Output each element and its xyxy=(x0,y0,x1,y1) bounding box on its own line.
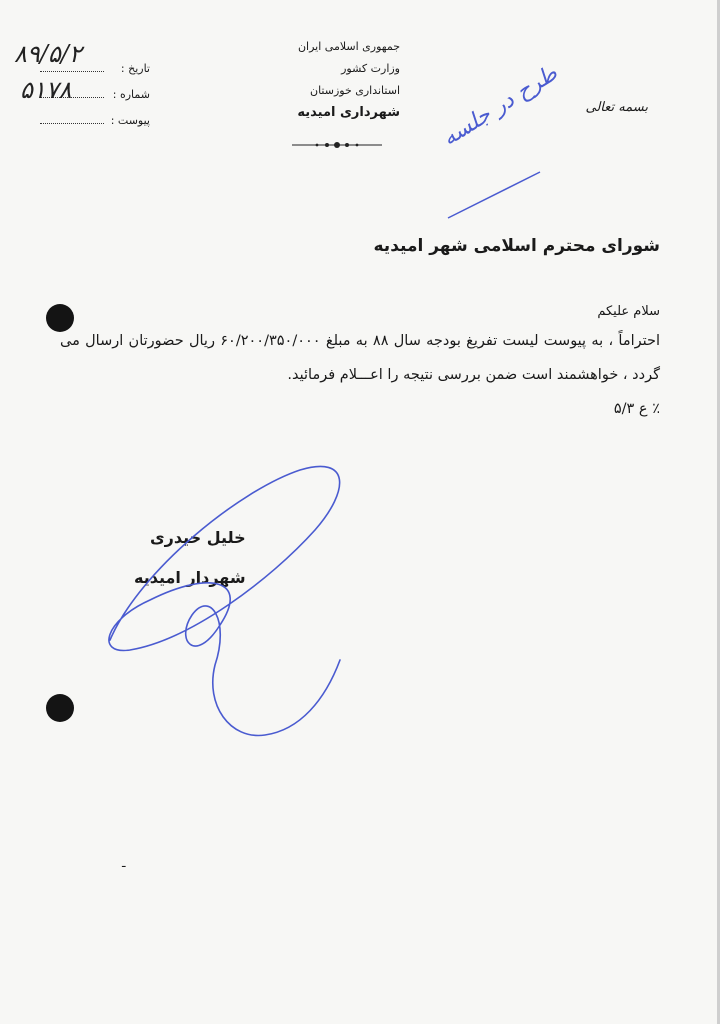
letterhead xyxy=(250,36,400,124)
date-label: تاریخ : xyxy=(120,62,150,75)
handwritten-number: ۵۱۷۸ xyxy=(20,76,72,104)
attachment-dots xyxy=(40,113,104,124)
attachment-label: پیوست : xyxy=(110,114,150,127)
punch-hole-top xyxy=(46,304,74,332)
attachment-row xyxy=(40,108,150,134)
addressee: شورای محترم اسلامی شهر امیدیه xyxy=(373,236,660,256)
greeting: سلام علیکم xyxy=(597,304,660,319)
handwritten-note-line1: طرح در جلسه xyxy=(438,60,562,152)
bismillah: بسمه تعالی xyxy=(585,100,648,115)
handwritten-note-stroke xyxy=(440,150,550,230)
number-label: شماره : xyxy=(112,88,150,101)
stray-mark: ـ xyxy=(122,856,126,870)
ornament-divider xyxy=(292,140,382,150)
signatory-title: شهردار امیدیه xyxy=(134,568,246,587)
body-paragraph: احتراماً ، به پیوست لیست تفریغ بودجه سال ۸۸ به مبلغ ۶۰/۲۰۰/۳۵۰/۰۰۰ ریال حضورتان ارسال می گردد ، خواهشمند است ضمن بررسی نتیجه را اعـــلام فرمائید. xyxy=(60,333,661,383)
letterhead-country: جمهوری اسلامی ایران xyxy=(297,40,400,53)
punch-hole-bottom xyxy=(46,694,74,722)
body-footer: ٪ ع ۵/۳ xyxy=(613,401,660,417)
signatory-name: خلیل حیدری xyxy=(150,528,246,547)
letterhead-ministry: وزارت کشور xyxy=(341,62,400,75)
letterhead-organization: شهرداری امیدیه xyxy=(297,105,400,120)
letter-body xyxy=(60,300,660,426)
handwritten-date: ۸۹/۵/۲ xyxy=(14,40,82,68)
letterhead-province: استانداری خوزستان xyxy=(309,84,400,97)
handwritten-signature xyxy=(100,450,350,750)
